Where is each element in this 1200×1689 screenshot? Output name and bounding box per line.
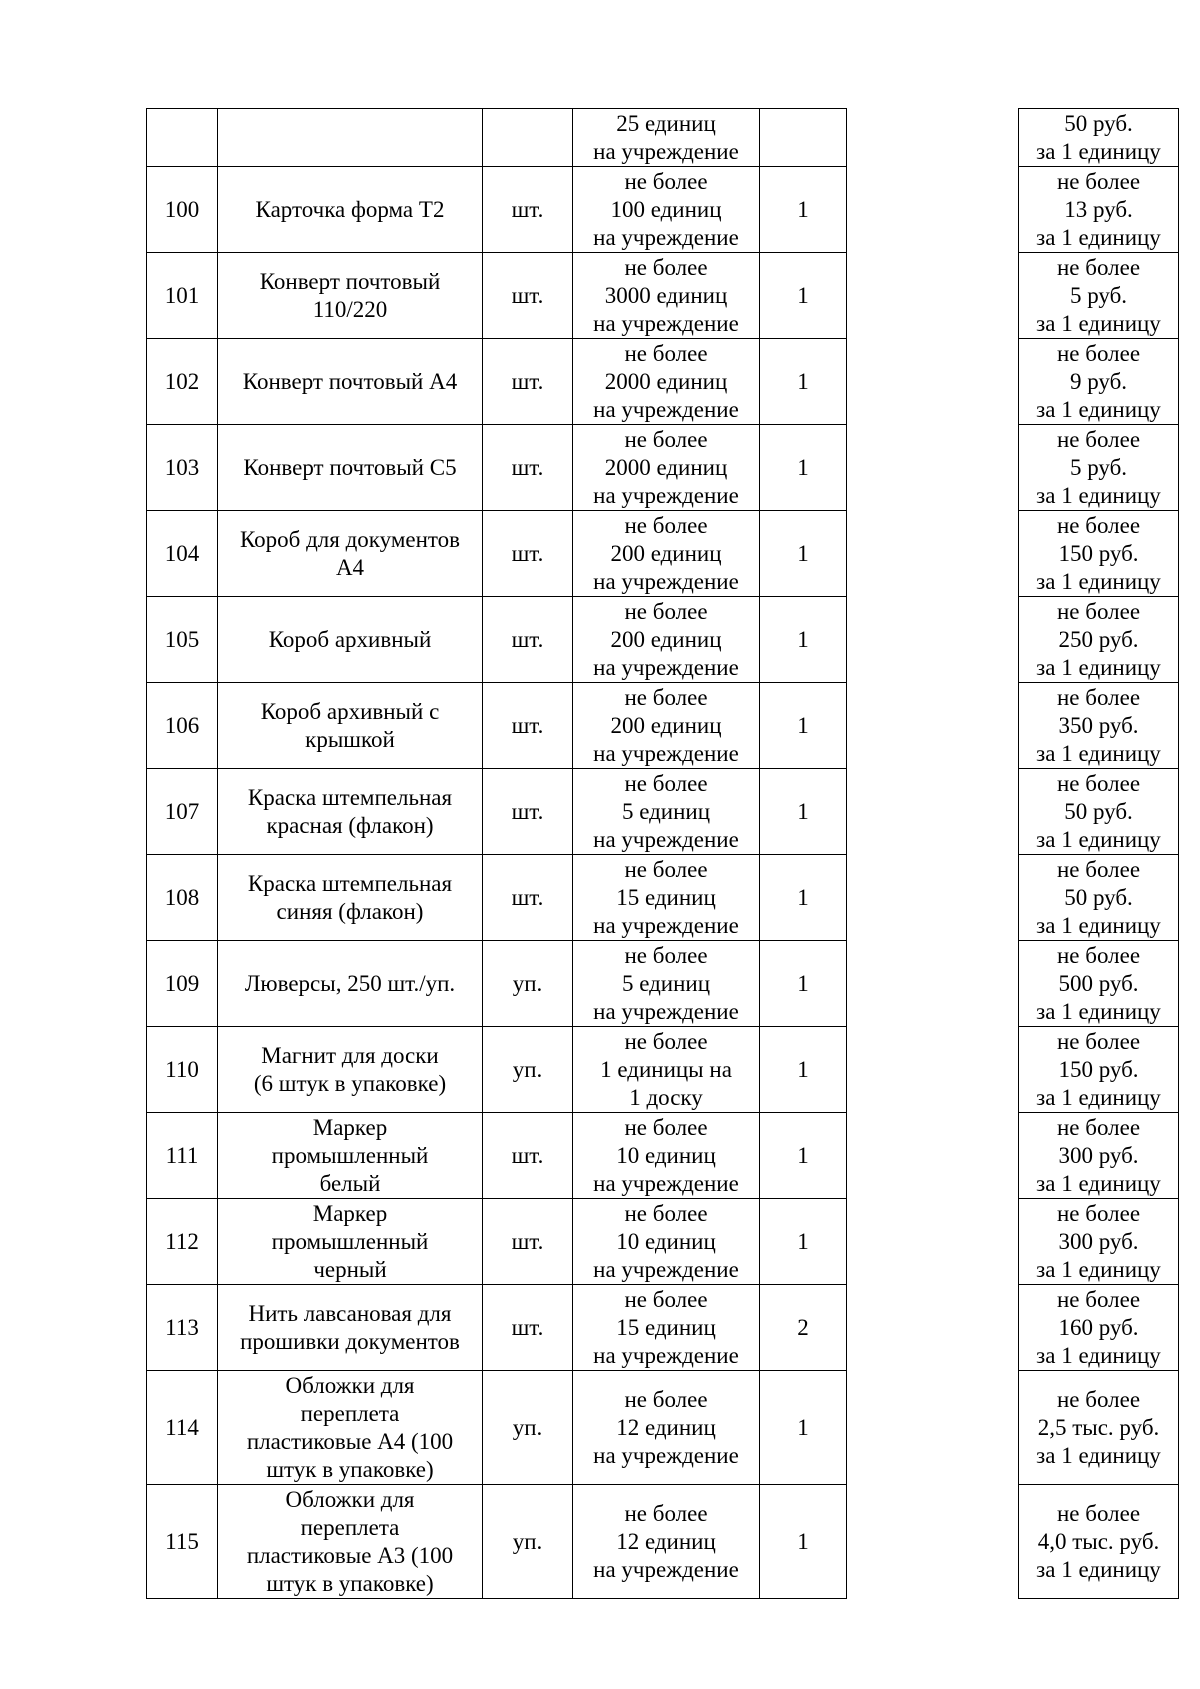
- quantity-cell-text: не более 200 единиц на учреждение: [593, 512, 739, 594]
- price-row: [1019, 1027, 1179, 1113]
- price-cell: [1019, 1027, 1179, 1113]
- table-row: [147, 1113, 847, 1199]
- count-cell-text: 1: [797, 454, 809, 480]
- unit-cell-text: шт.: [511, 884, 544, 910]
- price-row: [1019, 1485, 1179, 1599]
- count-cell-text: 1: [797, 798, 809, 824]
- price-cell: [1019, 1371, 1179, 1485]
- quantity-cell: [573, 1199, 760, 1285]
- price-cell: [1019, 683, 1179, 769]
- item-name-cell: [218, 253, 483, 339]
- row-number-cell: [147, 769, 218, 855]
- item-name-cell-text: Короб архивный с крышкой: [260, 698, 440, 752]
- count-cell-text: 1: [797, 1142, 809, 1168]
- price-cell-text: не более 150 руб. за 1 единицу: [1036, 512, 1161, 594]
- price-row: [1019, 941, 1179, 1027]
- item-name-cell-text: Короб для документов А4: [239, 526, 461, 580]
- count-cell: [760, 109, 847, 167]
- table-row: [147, 339, 847, 425]
- count-cell: [760, 425, 847, 511]
- quantity-cell-text: 25 единиц на учреждение: [593, 110, 739, 164]
- price-row: [1019, 167, 1179, 253]
- quantity-cell-text: не более 12 единиц на учреждение: [593, 1500, 739, 1582]
- count-cell-text: 1: [797, 1414, 809, 1440]
- unit-cell-text: шт.: [511, 540, 544, 566]
- item-name-cell-text: Краска штемпельная синяя (флакон): [247, 870, 453, 924]
- quantity-cell: [573, 1371, 760, 1485]
- row-number-cell-text: 106: [164, 712, 200, 738]
- count-cell: [760, 1199, 847, 1285]
- row-number-cell: [147, 1113, 218, 1199]
- row-number-cell-text: 115: [165, 1528, 199, 1554]
- price-cell-text: не более 250 руб. за 1 единицу: [1036, 598, 1161, 680]
- price-row: [1019, 1285, 1179, 1371]
- items-table-body: [147, 109, 847, 1599]
- quantity-cell-text: не более 100 единиц на учреждение: [593, 168, 739, 250]
- price-row: [1019, 511, 1179, 597]
- price-cell-text: не более 50 руб. за 1 единицу: [1036, 770, 1161, 852]
- quantity-cell-text: не более 200 единиц на учреждение: [593, 684, 739, 766]
- row-number-cell-text: 105: [164, 626, 200, 652]
- count-cell-text: 1: [797, 1056, 809, 1082]
- quantity-cell: [573, 855, 760, 941]
- unit-cell: [483, 339, 573, 425]
- unit-cell-text: шт.: [511, 196, 544, 222]
- quantity-cell: [573, 253, 760, 339]
- price-cell: [1019, 167, 1179, 253]
- price-row: [1019, 253, 1179, 339]
- row-number-cell: [147, 167, 218, 253]
- count-cell-text: 1: [797, 540, 809, 566]
- row-number-cell: [147, 1285, 218, 1371]
- price-cell: [1019, 855, 1179, 941]
- count-cell: [760, 339, 847, 425]
- row-number-cell: [147, 425, 218, 511]
- row-number-cell: [147, 253, 218, 339]
- unit-cell-text: шт.: [511, 798, 544, 824]
- unit-cell-text: шт.: [511, 368, 544, 394]
- quantity-cell: [573, 1485, 760, 1599]
- unit-cell: [483, 683, 573, 769]
- price-cell: [1019, 339, 1179, 425]
- table-row: [147, 253, 847, 339]
- price-cell: [1019, 1199, 1179, 1285]
- row-number-cell-text: 103: [164, 454, 200, 480]
- unit-cell: [483, 1285, 573, 1371]
- quantity-cell-text: не более 5 единиц на учреждение: [593, 942, 739, 1024]
- price-cell: [1019, 597, 1179, 683]
- unit-cell-text: шт.: [511, 1142, 544, 1168]
- price-cell-text: 50 руб. за 1 единицу: [1036, 110, 1161, 164]
- table-row: [147, 1199, 847, 1285]
- count-cell-text: 2: [797, 1314, 809, 1340]
- count-cell: [760, 683, 847, 769]
- quantity-cell-text: не более 1 единицы на 1 доску: [600, 1028, 732, 1110]
- quantity-cell: [573, 1285, 760, 1371]
- quantity-cell-text: не более 15 единиц на учреждение: [593, 856, 739, 938]
- quantity-cell-text: не более 12 единиц на учреждение: [593, 1386, 739, 1468]
- count-cell: [760, 1485, 847, 1599]
- table-row: [147, 511, 847, 597]
- row-number-cell-text: 108: [164, 884, 200, 910]
- unit-cell: [483, 1371, 573, 1485]
- price-cell-text: не более 150 руб. за 1 единицу: [1036, 1028, 1161, 1110]
- price-cell-text: не более 5 руб. за 1 единицу: [1036, 426, 1161, 508]
- row-number-cell: [147, 339, 218, 425]
- count-cell-text: 1: [797, 282, 809, 308]
- item-name-cell-text: Краска штемпельная красная (флакон): [247, 784, 453, 838]
- count-cell-text: 1: [797, 884, 809, 910]
- item-name-cell-text: Конверт почтовый 110/220: [259, 268, 441, 322]
- row-number-cell-text: 100: [164, 196, 200, 222]
- row-number-cell-text: 102: [164, 368, 200, 394]
- count-cell: [760, 1113, 847, 1199]
- quantity-cell: [573, 511, 760, 597]
- unit-cell-text: шт.: [511, 626, 544, 652]
- row-number-cell: [147, 1485, 218, 1599]
- price-row: [1019, 1371, 1179, 1485]
- item-name-cell-text: Магнит для доски (6 штук в упаковке): [253, 1042, 447, 1096]
- unit-cell: [483, 1027, 573, 1113]
- price-cell: [1019, 511, 1179, 597]
- item-name-cell-text: Люверсы, 250 шт./уп.: [244, 970, 456, 996]
- price-cell-text: не более 5 руб. за 1 единицу: [1036, 254, 1161, 336]
- item-name-cell: [218, 941, 483, 1027]
- item-name-cell: [218, 109, 483, 167]
- quantity-cell-text: не более 2000 единиц на учреждение: [593, 340, 739, 422]
- row-number-cell: [147, 1027, 218, 1113]
- row-number-cell: [147, 597, 218, 683]
- item-name-cell-text: Нить лавсановая для прошивки документов: [240, 1300, 460, 1354]
- count-cell: [760, 769, 847, 855]
- unit-cell-text: шт.: [511, 1314, 544, 1340]
- price-cell: [1019, 941, 1179, 1027]
- count-cell-text: 1: [797, 626, 809, 652]
- row-number-cell: [147, 683, 218, 769]
- count-cell: [760, 1027, 847, 1113]
- price-table-body: [1019, 109, 1179, 1599]
- price-row: [1019, 109, 1179, 167]
- price-row: [1019, 855, 1179, 941]
- quantity-cell: [573, 769, 760, 855]
- price-cell-text: не более 50 руб. за 1 единицу: [1036, 856, 1161, 938]
- table-row: [147, 167, 847, 253]
- row-number-cell-text: 113: [165, 1314, 199, 1340]
- row-number-cell-text: 110: [165, 1056, 199, 1082]
- table-row: [147, 1285, 847, 1371]
- item-name-cell: [218, 339, 483, 425]
- unit-cell: [483, 769, 573, 855]
- table-row: [147, 597, 847, 683]
- row-number-cell: [147, 941, 218, 1027]
- count-cell-text: 1: [797, 196, 809, 222]
- unit-cell-text: шт.: [511, 1228, 544, 1254]
- item-name-cell-text: Короб архивный: [268, 626, 432, 652]
- price-cell: [1019, 769, 1179, 855]
- item-name-cell: [218, 167, 483, 253]
- table-row: [147, 769, 847, 855]
- quantity-cell: [573, 339, 760, 425]
- unit-cell: [483, 1485, 573, 1599]
- quantity-cell: [573, 941, 760, 1027]
- quantity-cell: [573, 1027, 760, 1113]
- item-name-cell-text: Конверт почтовый А4: [242, 368, 458, 394]
- item-name-cell-text: Маркер промышленный черный: [271, 1200, 429, 1282]
- item-name-cell-text: Обложки для переплета пластиковые А4 (100 штук в упаковке): [246, 1372, 454, 1482]
- row-number-cell: [147, 511, 218, 597]
- count-cell: [760, 1371, 847, 1485]
- count-cell-text: 1: [797, 970, 809, 996]
- price-row: [1019, 1113, 1179, 1199]
- table-row: [147, 1027, 847, 1113]
- table-row: [147, 941, 847, 1027]
- price-row: [1019, 769, 1179, 855]
- count-cell-text: 1: [797, 1228, 809, 1254]
- price-cell: [1019, 109, 1179, 167]
- table-row: [147, 855, 847, 941]
- quantity-cell: [573, 425, 760, 511]
- count-cell: [760, 1285, 847, 1371]
- row-number-cell-text: 101: [164, 282, 200, 308]
- item-name-cell: [218, 511, 483, 597]
- item-name-cell: [218, 683, 483, 769]
- count-cell: [760, 167, 847, 253]
- quantity-cell-text: не более 3000 единиц на учреждение: [593, 254, 739, 336]
- price-cell-text: не более 350 руб. за 1 единицу: [1036, 684, 1161, 766]
- unit-cell-text: уп.: [512, 1414, 543, 1440]
- table-row: [147, 683, 847, 769]
- item-name-cell: [218, 1113, 483, 1199]
- unit-cell: [483, 109, 573, 167]
- table-row: [147, 109, 847, 167]
- price-row: [1019, 1199, 1179, 1285]
- row-number-cell-text: 107: [164, 798, 200, 824]
- row-number-cell: [147, 109, 218, 167]
- item-name-cell: [218, 1371, 483, 1485]
- unit-cell-text: шт.: [511, 454, 544, 480]
- row-number-cell: [147, 1199, 218, 1285]
- price-cell-text: не более 2,5 тыс. руб. за 1 единицу: [1036, 1386, 1161, 1468]
- price-cell: [1019, 425, 1179, 511]
- unit-cell-text: шт.: [511, 282, 544, 308]
- unit-cell: [483, 167, 573, 253]
- count-cell-text: 1: [797, 368, 809, 394]
- table-row: [147, 425, 847, 511]
- price-cell-text: не более 300 руб. за 1 единицу: [1036, 1200, 1161, 1282]
- quantity-cell: [573, 109, 760, 167]
- price-cell-text: не более 13 руб. за 1 единицу: [1036, 168, 1161, 250]
- item-name-cell: [218, 769, 483, 855]
- price-cell-text: не более 500 руб. за 1 единицу: [1036, 942, 1161, 1024]
- item-name-cell: [218, 597, 483, 683]
- quantity-cell-text: не более 200 единиц на учреждение: [593, 598, 739, 680]
- row-number-cell-text: 114: [165, 1414, 199, 1440]
- item-name-cell: [218, 1485, 483, 1599]
- item-name-cell: [218, 855, 483, 941]
- price-row: [1019, 597, 1179, 683]
- row-number-cell-text: 109: [164, 970, 200, 996]
- price-table: [1018, 108, 1179, 1599]
- item-name-cell: [218, 425, 483, 511]
- price-cell: [1019, 253, 1179, 339]
- row-number-cell-text: 112: [165, 1228, 199, 1254]
- count-cell: [760, 941, 847, 1027]
- count-cell-text: 1: [797, 712, 809, 738]
- price-cell: [1019, 1113, 1179, 1199]
- unit-cell-text: уп.: [512, 1056, 543, 1082]
- item-name-cell-text: Обложки для переплета пластиковые А3 (100 штук в упаковке): [246, 1486, 454, 1596]
- row-number-cell: [147, 855, 218, 941]
- table-row: [147, 1371, 847, 1485]
- price-row: [1019, 339, 1179, 425]
- quantity-cell-text: не более 5 единиц на учреждение: [593, 770, 739, 852]
- price-cell-text: не более 160 руб. за 1 единицу: [1036, 1286, 1161, 1368]
- unit-cell: [483, 597, 573, 683]
- quantity-cell-text: не более 15 единиц на учреждение: [593, 1286, 739, 1368]
- items-table: [146, 108, 847, 1599]
- item-name-cell-text: Карточка форма Т2: [255, 196, 445, 222]
- item-name-cell: [218, 1285, 483, 1371]
- row-number-cell-text: 104: [164, 540, 200, 566]
- item-name-cell-text: Конверт почтовый С5: [243, 454, 457, 480]
- quantity-cell-text: не более 2000 единиц на учреждение: [593, 426, 739, 508]
- unit-cell-text: уп.: [512, 970, 543, 996]
- price-cell-text: не более 300 руб. за 1 единицу: [1036, 1114, 1161, 1196]
- price-cell: [1019, 1285, 1179, 1371]
- unit-cell: [483, 253, 573, 339]
- unit-cell-text: шт.: [511, 712, 544, 738]
- count-cell: [760, 855, 847, 941]
- unit-cell: [483, 855, 573, 941]
- item-name-cell: [218, 1199, 483, 1285]
- count-cell: [760, 253, 847, 339]
- item-name-cell: [218, 1027, 483, 1113]
- count-cell-text: 1: [797, 1528, 809, 1554]
- item-name-cell-text: Маркер промышленный белый: [271, 1114, 429, 1196]
- price-cell-text: не более 4,0 тыс. руб. за 1 единицу: [1036, 1500, 1161, 1582]
- unit-cell: [483, 425, 573, 511]
- unit-cell: [483, 1199, 573, 1285]
- count-cell: [760, 511, 847, 597]
- table-row: [147, 1485, 847, 1599]
- quantity-cell: [573, 167, 760, 253]
- unit-cell: [483, 941, 573, 1027]
- row-number-cell: [147, 1371, 218, 1485]
- unit-cell-text: уп.: [512, 1528, 543, 1554]
- row-number-cell-text: 111: [165, 1142, 199, 1168]
- quantity-cell: [573, 1113, 760, 1199]
- price-row: [1019, 425, 1179, 511]
- unit-cell: [483, 511, 573, 597]
- price-cell: [1019, 1485, 1179, 1599]
- price-row: [1019, 683, 1179, 769]
- price-cell-text: не более 9 руб. за 1 единицу: [1036, 340, 1161, 422]
- unit-cell: [483, 1113, 573, 1199]
- quantity-cell-text: не более 10 единиц на учреждение: [593, 1114, 739, 1196]
- quantity-cell: [573, 597, 760, 683]
- quantity-cell: [573, 683, 760, 769]
- count-cell: [760, 597, 847, 683]
- quantity-cell-text: не более 10 единиц на учреждение: [593, 1200, 739, 1282]
